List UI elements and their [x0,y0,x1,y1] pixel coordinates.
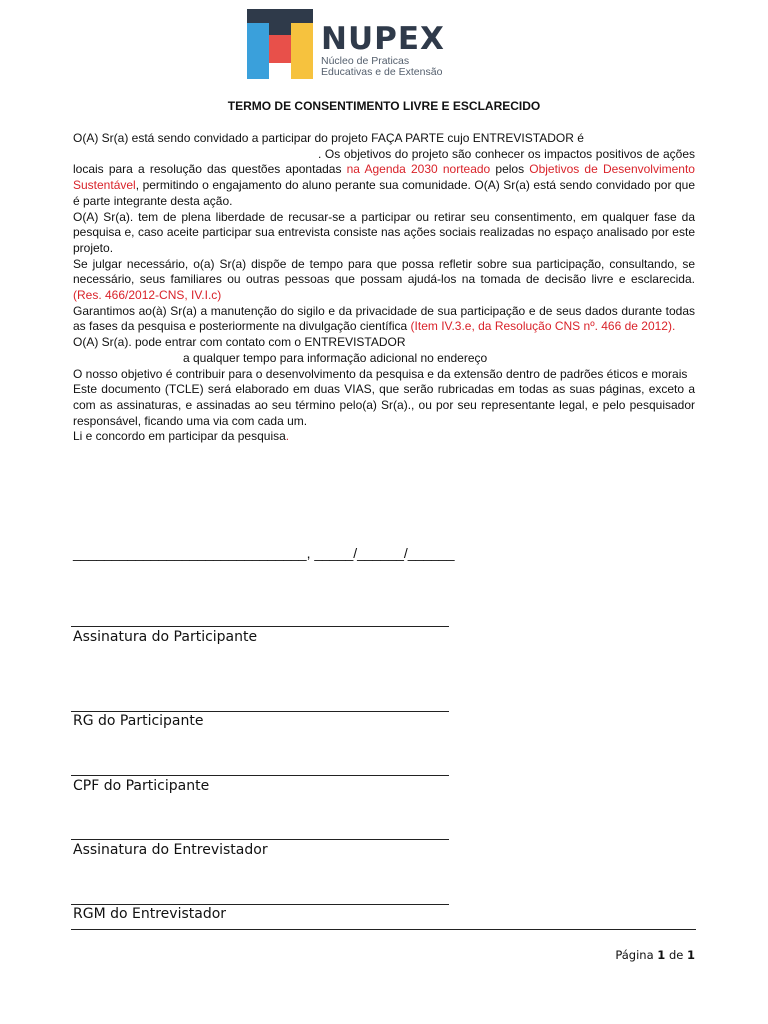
paragraph-confidentiality [73,304,695,335]
invitation-text-d: , permitindo o engajamento do aluno perante sua comunidade. O(A) Sr(a) está sendo convidado por que é parte integrante desta ação. [73,178,695,208]
paragraph-tcle: Este documento (TCLE) será elaborado em duas VIAS, que serão rubricadas em todas as suas páginas, exceto a com as assinaturas, e assinadas ao seu término pelo(a) Sr(a)., ou por seu representante legal, e pelo pesquisador responsável, ficando uma via com cada um. [73,382,695,428]
paragraph-agreement [73,429,695,445]
participant-rg-label: RG do Participante [73,713,204,729]
reflection-reference: (Res. 466/2012-CNS, IV.I.c) [73,288,222,303]
participant-signature-label: Assinatura do Participante [73,629,258,645]
invitation-text-a: O(A) Sr(a) está sendo convidado a participar do projeto FAÇA PARTE cujo ENTREVISTADOR é [73,131,584,145]
paragraph-contact [73,335,695,366]
confidentiality-text: Garantimos ao(à) Sr(a) a manutenção do sigilo e da privacidade de sua participação e de seus dados durante todas as fases da pesquisa e posteriormente na divulgação científica [73,303,695,334]
confidentiality-reference: (Item IV.3.e, da Resolução CNS nº. 466 de 2012). [410,319,676,334]
agreement-text: Li e concordo em participar da pesquisa [73,429,286,444]
contact-text-a: O(A) Sr(a). pode entrar com contato com o ENTREVISTADOR [73,335,406,350]
logo-subtitle [321,56,451,78]
document-title: TERMO DE CONSENTIMENTO LIVRE E ESCLARECIDO [227,99,541,113]
interviewer-signature-label: Assinatura do Entrevistador [73,842,268,858]
agreement-period: . [285,429,290,444]
interviewer-rgm-label: RGM do Entrevistador [73,906,227,922]
footer-rule [71,929,696,930]
document-body [73,131,695,445]
invitation-text-c: pelos [490,162,530,177]
page-of: de [668,948,684,962]
participant-rg-line [71,711,449,712]
participant-signature-line [71,626,449,627]
logo-subtitle-line-2: Educativas e de Extensão [321,66,443,78]
ods-highlight: Objetivos de Desenvolvimento Sustentável [73,162,695,193]
logo-subtitle-line-1: Núcleo de Praticas [321,55,410,67]
logo-wordmark: NUPEX [321,21,445,57]
page-total: 1 [686,948,695,962]
nupex-logo [247,9,447,79]
nupex-logo-mark [247,9,313,79]
participant-cpf-label: CPF do Participante [73,778,210,794]
contact-text-b: a qualquer tempo para informação adicional no endereço [183,350,488,365]
interviewer-rgm-line [71,904,449,905]
interviewer-signature-line [71,839,449,840]
paragraph-freedom: O(A) Sr(a). tem de plena liberdade de recusar-se a participar ou retirar seu consentimento, em qualquer fase da pesquisa e, caso aceite participar sua entrevista consiste nas ações sociais realizadas no espaço analisado por este projeto. [73,209,695,255]
place-date-line: ______________________________, _____/______/______ [73,545,455,561]
paragraph-invitation [73,131,695,210]
page-current: 1 [657,948,666,962]
participant-cpf-line [71,775,449,776]
page-word: Página [615,948,654,962]
invitation-text-b: . Os objetivos do projeto são conhecer os impactos positivos de ações locais para a resolução das questões apontadas [73,146,695,177]
agenda-2030-highlight: na Agenda 2030 norteado [346,162,491,177]
reflection-text: Se julgar necessário, o(a) Sr(a) dispõe de tempo para que possa refletir sobre sua participação, consultando, se necessário, seus familiares ou outras pessoas que possam ajudá-los na tomada de decisão livre e esclarecida. [73,256,695,287]
paragraph-objective: O nosso objetivo é contribuir para o desenvolvimento da pesquisa e da extensão dentro de padrões éticos e morais [73,366,688,381]
page-number [615,948,695,962]
paragraph-reflection [73,257,695,304]
